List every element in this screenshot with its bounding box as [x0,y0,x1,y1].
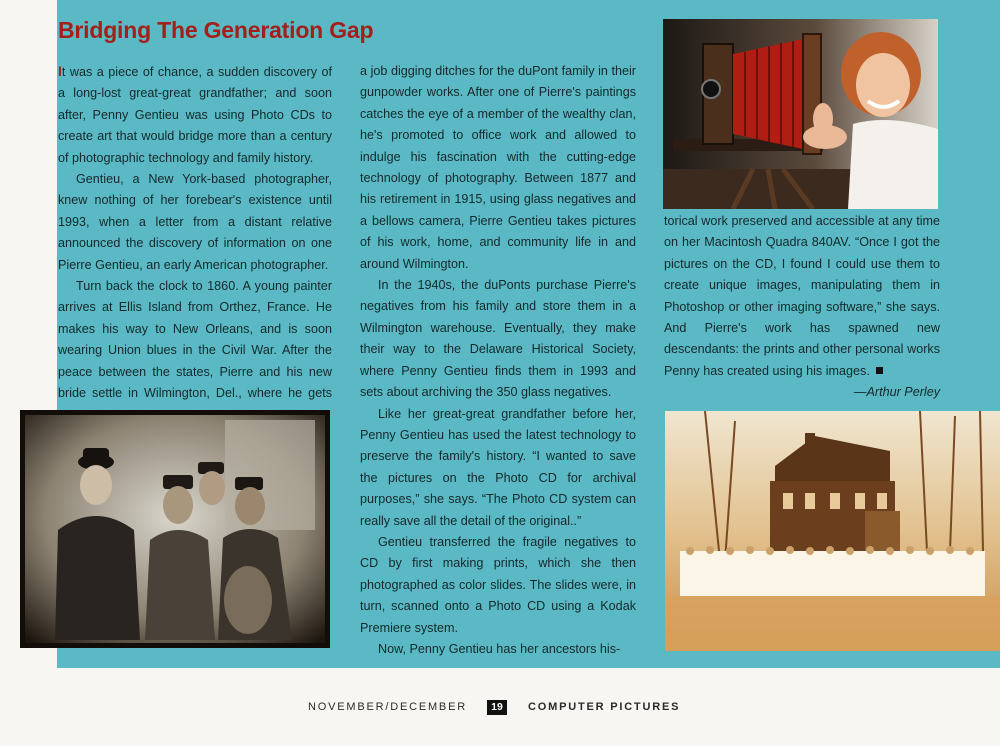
paragraph: Now, Penny Gentieu has her ancestors his- [378,641,621,656]
paragraph: a job digging ditches for the duPont family in their gunpowder works. After one of Pierre's paintings catches the eye of a member of the wealthy clan, he's promoted to office work and allowed to indulge his fascination with the cutting-edge technology of photography. Between 1877 and his retirement in 1915, using glass negatives and a bellows camera, Pierre Gentieu takes pictures of his work, home, and community life in and around Wilmington. [360,64,636,271]
paragraph [58,61,332,169]
house-photo [665,411,1000,651]
article-column-2 [360,61,636,660]
house-negative-photo [665,411,1000,651]
paragraph-text: torical work preserved and accessible at any time on her Macintosh Quadra 840AV. “Once I got the pictures on the CD, I found I could use them to create unique images, manipulating them in Photoshop or other imaging software,” she says. And Pierre's work has spawned new descendants: the prints and other personal works Penny has created using his images. [664,214,940,378]
paragraph: Gentieu, a New York-based photographer, knew nothing of her forebear's existence until 1993, when a letter from a distant relative announced the discovery of information on one Pierre Gentieu, an early American photographer. [58,172,332,272]
camera-photo [663,19,938,209]
paragraph: Gentieu transferred the fragile negatives to CD by first making prints, which she then photographed as color slides. The slides were, in turn, scanned onto a Photo CD using a Kodak Premiere system. [360,534,636,635]
magazine-name: COMPUTER PICTURES [528,701,681,713]
byline: —Arthur Perley [853,385,940,399]
bellows-camera-photo [663,19,938,209]
four-men-tintype-photo [20,410,330,648]
page-footer [0,700,1000,718]
page-number: 19 [487,700,507,715]
paragraph: Like her great-great grandfather before her, Penny Gentieu has used the latest technology to preserve the family's history. “I wanted to save the pictures on the Photo CD for archival purposes,” she says. “The Photo CD system can really save all the detail of the original..” [360,406,636,528]
paragraph [664,211,940,382]
paragraph: In the 1940s, the duPonts purchase Pierre's negatives from his family and store them in a Wilmington warehouse. Eventually, they make their way to the Delaware Historical Society, where Penny Gentieu finds them in 1993 and sets about archiving the 350 glass negatives. [360,278,636,400]
paragraph: Turn back the clock to 1860. A young painter arrives at Ellis Island from Orthez, France. He makes his way to New Orleans, and is soon wearing Union blues in the Civil War. After the peace between the states, Pierre and his new bride settle in Wilmington, Del., where he gets [58,279,332,401]
family-photo [20,410,330,648]
paragraph-text: t was a piece of chance, a sudden discovery of a long-lost great-great grandfather; and soon after, Penny Gentieu was using Photo CDs to create art that would bridge more than a century of photographic technology and family history. [58,65,332,165]
drop-cap: I [58,63,62,79]
article-column-1 [58,61,332,426]
footer-date: NOVEMBER/DECEMBER [308,701,467,713]
article-column-3 [664,211,940,382]
end-mark-icon [876,367,883,374]
article-title: Bridging The Generation Gap [58,17,374,43]
